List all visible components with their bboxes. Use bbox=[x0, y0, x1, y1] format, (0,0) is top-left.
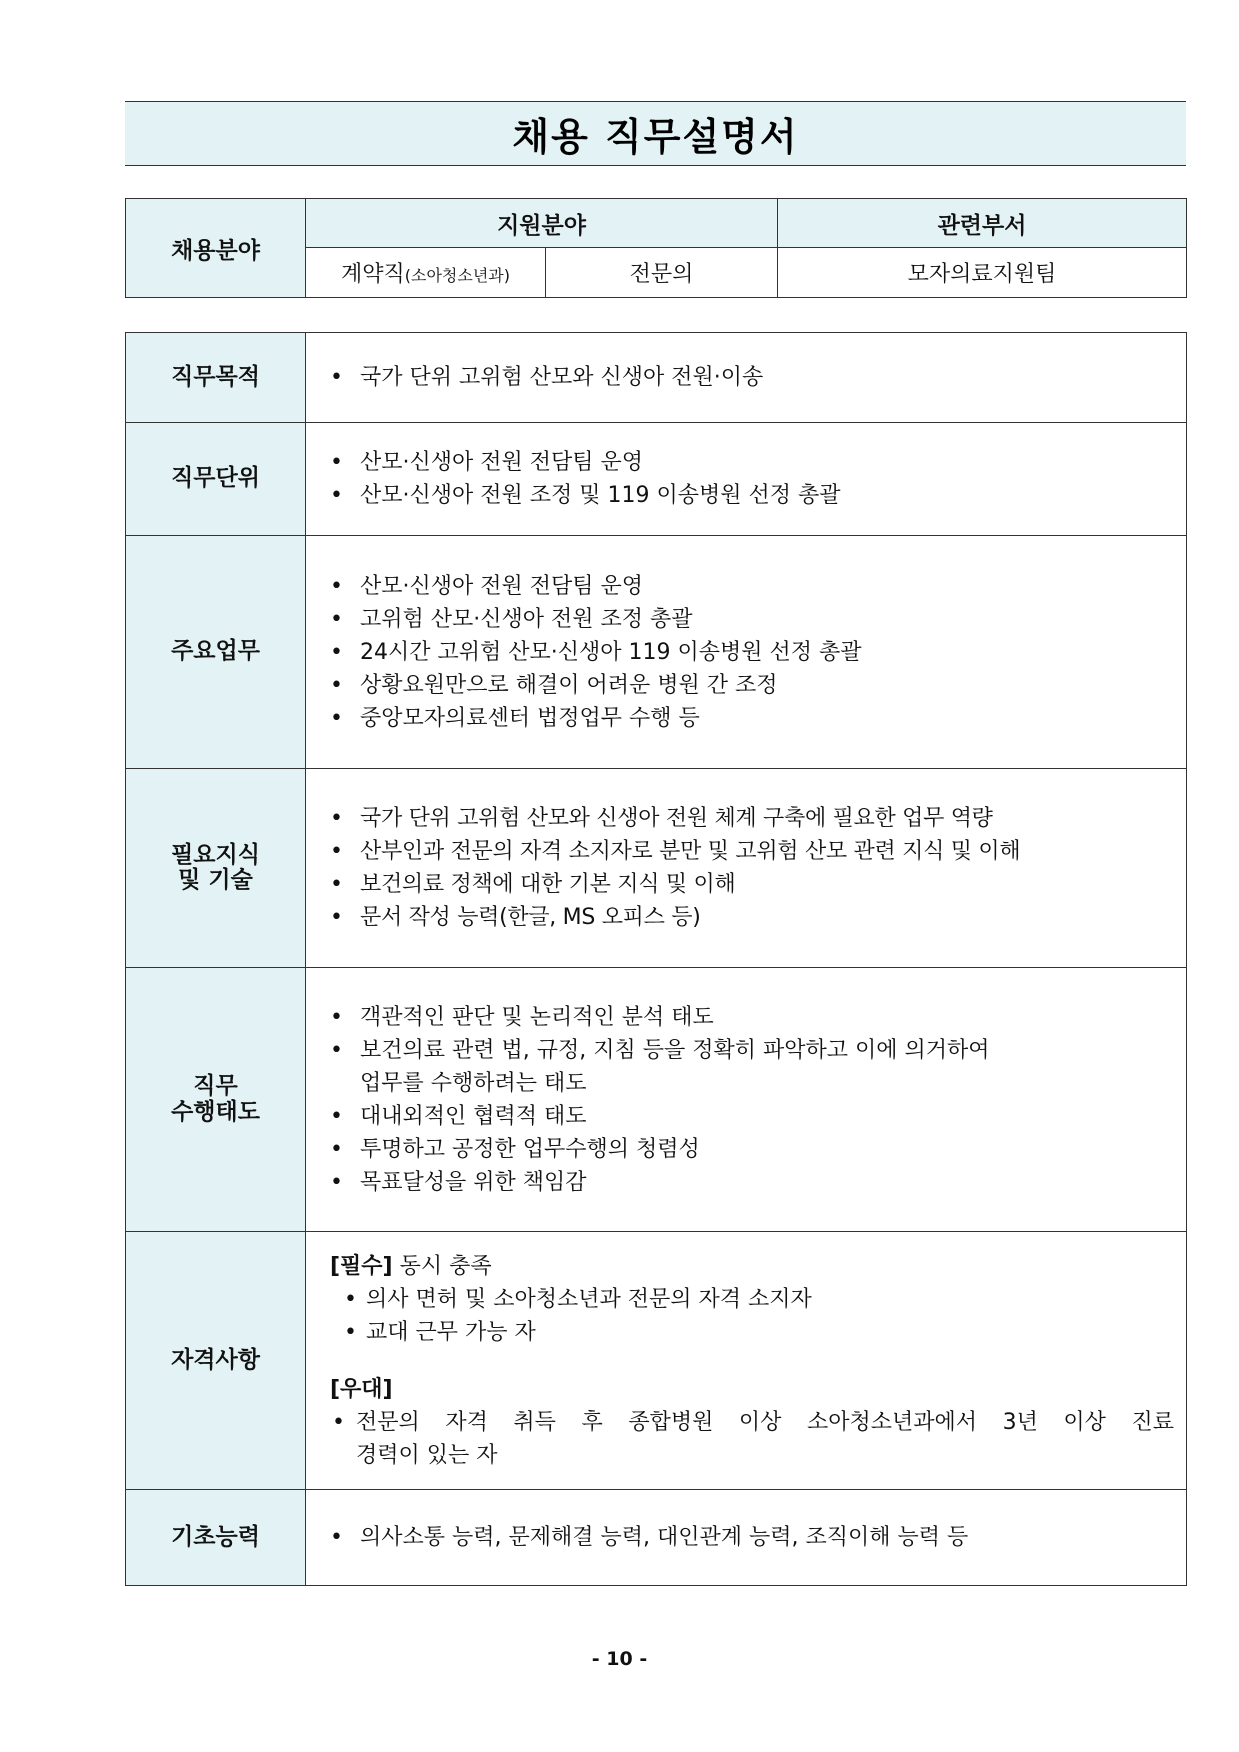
list-item: • 국가 단위 고위험 산모와 신생아 전원·이송 bbox=[330, 361, 1174, 394]
job-unit-label: 직무단위 bbox=[126, 423, 306, 536]
qualification-label: 자격사항 bbox=[126, 1232, 306, 1490]
list-item: • 산모·신생아 전원 전담팀 운영 bbox=[330, 570, 1174, 603]
list-item: • 산모·신생아 전원 조정 및 119 이송병원 선정 총괄 bbox=[330, 479, 1174, 512]
list-item: • 의사소통 능력, 문제해결 능력, 대인관계 능력, 조직이해 능력 등 bbox=[330, 1521, 1174, 1554]
list-item: • 문서 작성 능력(한글, MS 오피스 등) bbox=[330, 901, 1174, 934]
required-text: 동시 충족 bbox=[399, 1253, 492, 1279]
employment-type: 계약직 bbox=[341, 262, 405, 287]
employment-department: (소아청소년과) bbox=[404, 266, 510, 285]
required-heading bbox=[330, 1250, 1174, 1283]
knowledge-skills-content bbox=[306, 769, 1187, 968]
list-item: • 목표달성을 위한 책임감 bbox=[330, 1166, 1174, 1199]
job-purpose-content bbox=[306, 333, 1187, 423]
list-item: • 중앙모자의료센터 법정업무 수행 등 bbox=[330, 702, 1174, 735]
knowledge-label-line1: 필요지식 bbox=[171, 841, 260, 868]
list-item: • 보건의료 정책에 대한 기본 지식 및 이해 bbox=[330, 868, 1174, 901]
attitude-label-line2: 수행태도 bbox=[171, 1098, 260, 1125]
department-value: 모자의료지원팀 bbox=[778, 248, 1187, 298]
list-item: • 대내외적인 협력적 태도 bbox=[330, 1100, 1174, 1133]
recruitment-field-table bbox=[125, 198, 1187, 298]
list-item: • 투명하고 공정한 업무수행의 청렴성 bbox=[330, 1133, 1174, 1166]
preferred-line2: 경력이 있는 자 bbox=[356, 1442, 498, 1468]
list-item bbox=[330, 1406, 1174, 1472]
list-item: • 산모·신생아 전원 전담팀 운영 bbox=[330, 446, 1174, 479]
list-item: • 객관적인 판단 및 논리적인 분석 태도 bbox=[330, 1001, 1174, 1034]
work-attitude-content bbox=[306, 968, 1187, 1232]
basic-competency-label: 기초능력 bbox=[126, 1490, 306, 1586]
list-item: • 교대 근무 가능 자 bbox=[330, 1316, 1174, 1349]
job-description-table bbox=[125, 332, 1187, 1586]
knowledge-label-line2: 및 기술 bbox=[178, 867, 253, 893]
recruitment-field-label: 채용분야 bbox=[126, 199, 306, 298]
list-item-continuation: 업무를 수행하려는 태도 bbox=[360, 1070, 587, 1096]
list-item: • 24시간 고위험 산모·신생아 119 이송병원 선정 총괄 bbox=[330, 636, 1174, 669]
list-item: • 산부인과 전문의 자격 소지자로 분만 및 고위험 산모 관련 지식 및 이해 bbox=[330, 835, 1174, 868]
department-header: 관련부서 bbox=[778, 199, 1187, 248]
position-value: 전문의 bbox=[546, 248, 778, 298]
job-purpose-label: 직무목적 bbox=[126, 333, 306, 423]
qualification-content bbox=[306, 1232, 1187, 1490]
page-number: - 10 - bbox=[591, 1648, 648, 1670]
list-item: • 보건의료 관련 법, 규정, 지침 등을 정확히 파악하고 이에 의거하여 bbox=[330, 1034, 1174, 1067]
page-title: 채용 직무설명서 bbox=[125, 101, 1186, 166]
support-field-header: 지원분야 bbox=[306, 199, 778, 248]
knowledge-skills-label bbox=[126, 769, 306, 968]
employment-type-cell bbox=[306, 248, 546, 298]
main-duties-label: 주요업무 bbox=[126, 536, 306, 769]
list-item: • 상황요원만으로 해결이 어려운 병원 간 조정 bbox=[330, 669, 1174, 702]
job-unit-content bbox=[306, 423, 1187, 536]
list-item: • 의사 면허 및 소아청소년과 전문의 자격 소지자 bbox=[330, 1283, 1174, 1316]
basic-competency-content bbox=[306, 1490, 1187, 1586]
list-item: • 국가 단위 고위험 산모와 신생아 전원 체계 구축에 필요한 업무 역량 bbox=[330, 802, 1174, 835]
main-duties-content bbox=[306, 536, 1187, 769]
list-item: • 고위험 산모·신생아 전원 조정 총괄 bbox=[330, 603, 1174, 636]
preferred-line1: • 전문의 자격 취득 후 종합병원 이상 소아청소년과에서 3년 이상 진료 bbox=[356, 1409, 1174, 1435]
preferred-tag: [우대] bbox=[330, 1376, 393, 1402]
required-tag: [필수] bbox=[330, 1253, 393, 1279]
attitude-label-line1: 직무 bbox=[193, 1073, 238, 1100]
work-attitude-label bbox=[126, 968, 306, 1232]
